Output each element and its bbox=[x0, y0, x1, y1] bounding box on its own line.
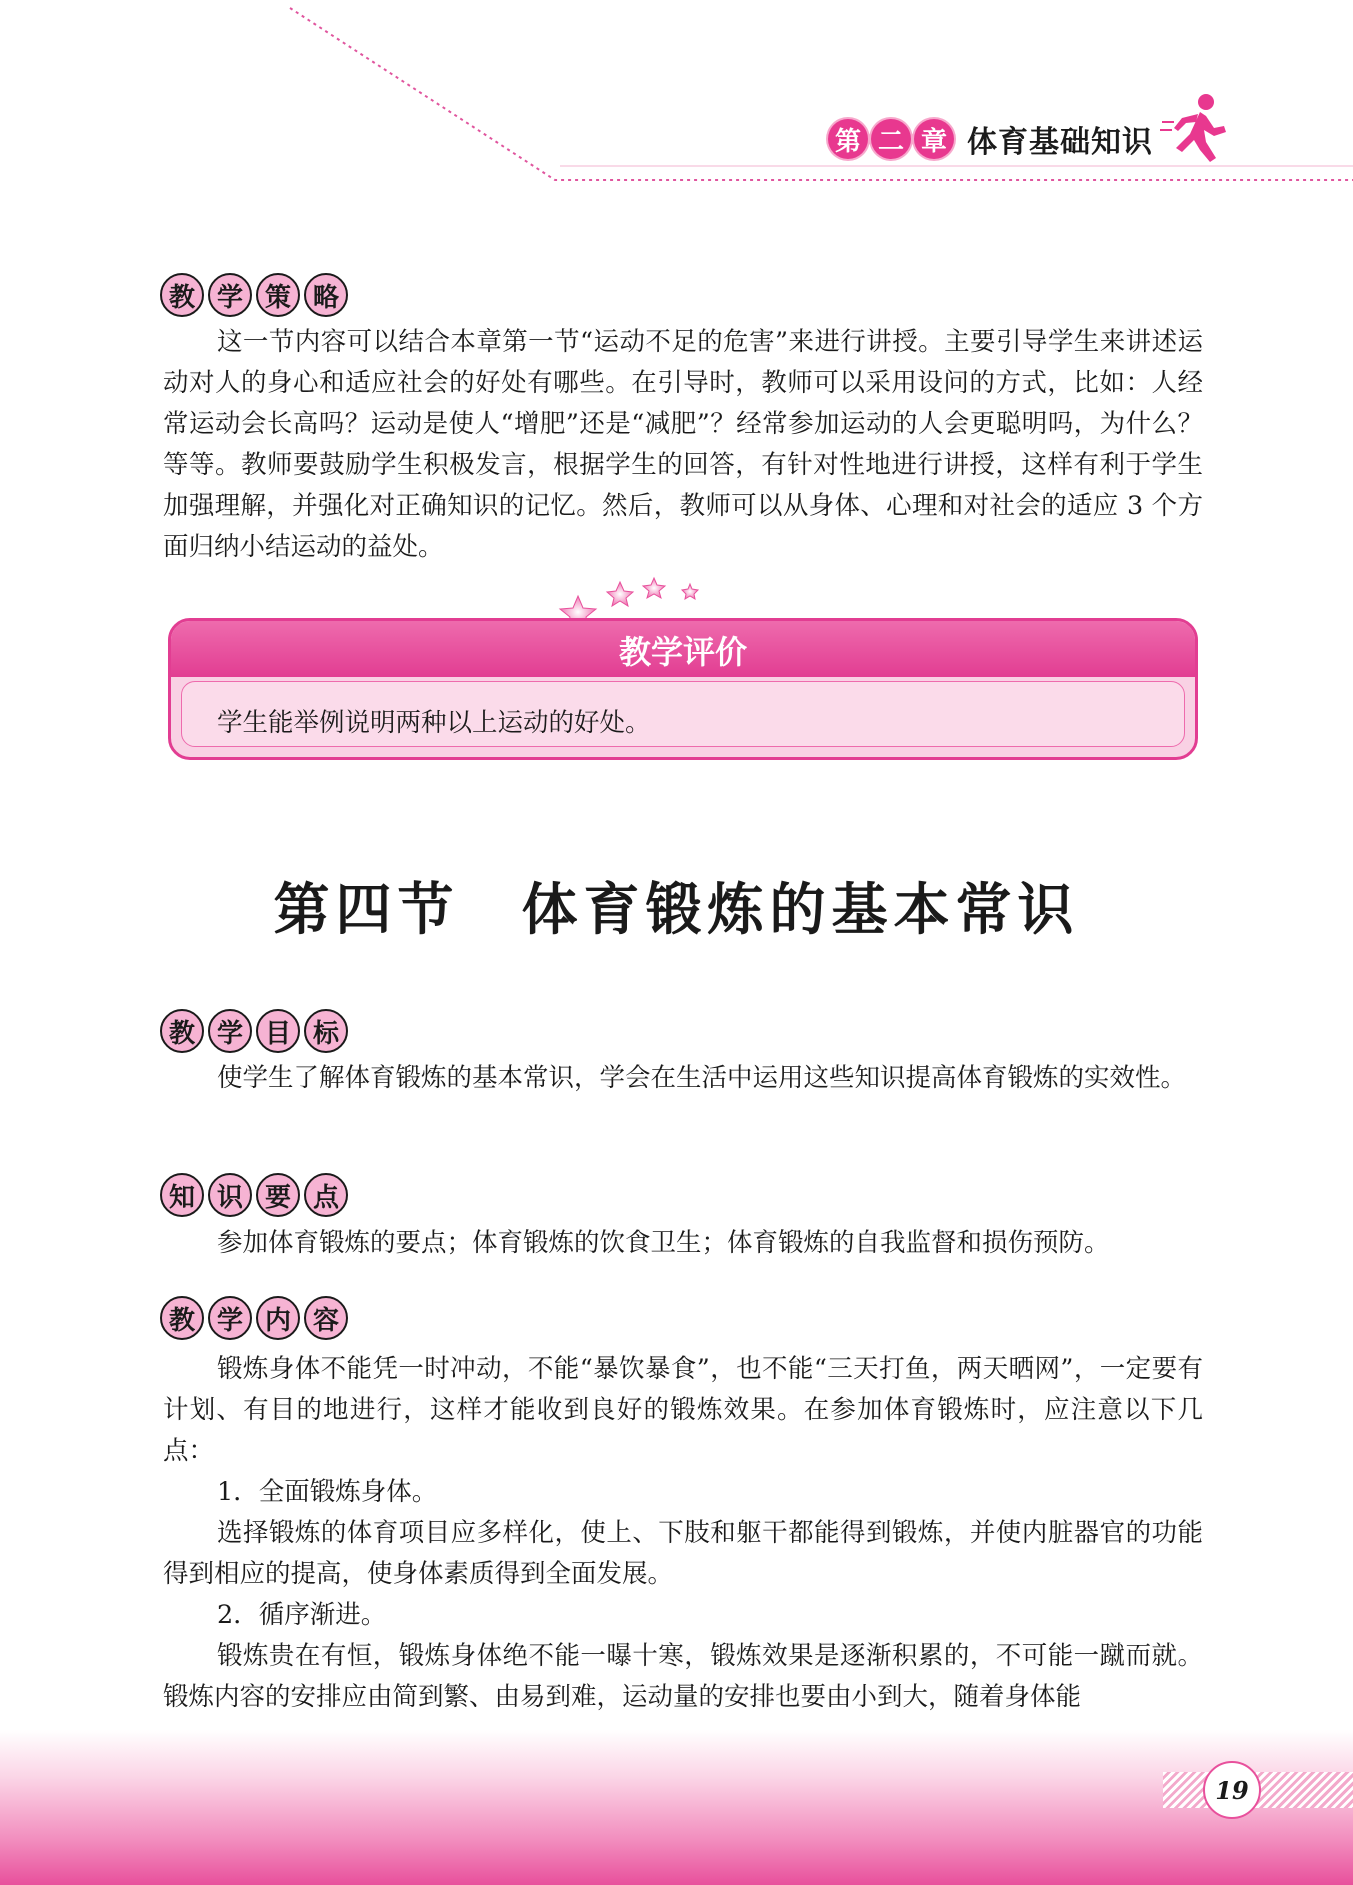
evaluation-title: 教学评价 bbox=[618, 633, 747, 671]
heading-char: 内 bbox=[256, 1296, 300, 1340]
page-number: 19 bbox=[1203, 1761, 1261, 1819]
heading-char: 标 bbox=[304, 1009, 348, 1053]
footer-band bbox=[0, 1730, 1353, 1885]
runner-icon bbox=[1160, 92, 1230, 164]
heading-char: 策 bbox=[256, 273, 300, 317]
heading-char: 教 bbox=[160, 1009, 204, 1053]
key-points-paragraph: 参加体育锻炼的要点；体育锻炼的饮食卫生；体育锻炼的自我监督和损伤预防。 bbox=[217, 1228, 1110, 1258]
evaluation-text: 学生能举例说明两种以上运动的好处。 bbox=[217, 708, 651, 738]
heading-char: 要 bbox=[256, 1173, 300, 1217]
chapter-char: 第 bbox=[828, 119, 868, 159]
heading-char: 学 bbox=[208, 1009, 252, 1053]
chapter-title: 体育基础知识 bbox=[967, 125, 1153, 160]
heading-char: 教 bbox=[160, 1296, 204, 1340]
heading-char: 知 bbox=[160, 1173, 204, 1217]
content-item2-text: 锻炼贵在有恒，锻炼身体绝不能一曝十寒，锻炼效果是逐渐积累的，不可能一蹴而就。锻炼内容的安排应由简到繁、由易到难，运动量的安排也要由小到大，随着身体能 bbox=[163, 1641, 1203, 1712]
chapter-char: 章 bbox=[914, 119, 954, 159]
content-intro-paragraph: 锻炼身体不能凭一时冲动，不能“暴饮暴食”，也不能“三天打鱼，两天晒网”，一定要有计划、有目的地进行，这样才能收到良好的锻炼效果。在参加体育锻炼时，应注意以下几点： bbox=[163, 1354, 1203, 1466]
content-item2-title: 2．循序渐进。 bbox=[217, 1600, 387, 1630]
heading-char: 教 bbox=[160, 273, 204, 317]
heading-teaching-goals bbox=[160, 1009, 352, 1053]
chapter-header bbox=[828, 117, 1153, 161]
chapter-char: 二 bbox=[871, 119, 911, 159]
heading-key-points bbox=[160, 1173, 352, 1217]
heading-char: 容 bbox=[304, 1296, 348, 1340]
content-item1-text: 选择锻炼的体育项目应多样化，使上、下肢和躯干都能得到锻炼，并使内脏器官的功能得到相应的提高，使身体素质得到全面发展。 bbox=[163, 1518, 1203, 1589]
heading-char: 点 bbox=[304, 1173, 348, 1217]
content-item1-title: 1．全面锻炼身体。 bbox=[217, 1477, 438, 1507]
heading-char: 学 bbox=[208, 1296, 252, 1340]
goals-paragraph: 使学生了解体育锻炼的基本常识，学会在生活中运用这些知识提高体育锻炼的实效性。 bbox=[217, 1063, 1187, 1093]
heading-char: 识 bbox=[208, 1173, 252, 1217]
heading-teaching-content bbox=[160, 1296, 352, 1340]
evaluation-box bbox=[168, 618, 1198, 760]
section-title: 第四节 体育锻炼的基本常识 bbox=[273, 877, 1080, 943]
heading-teaching-strategy bbox=[160, 273, 352, 317]
heading-char: 略 bbox=[304, 273, 348, 317]
header-dotted-line bbox=[0, 0, 1353, 200]
heading-char: 学 bbox=[208, 273, 252, 317]
strategy-paragraph: 这一节内容可以结合本章第一节“运动不足的危害”来进行讲授。主要引导学生来讲述运动对人的身心和适应社会的好处有哪些。在引导时，教师可以采用设问的方式，比如：人经常运动会长高吗？运动是使人“增肥”还是“减肥”？经常参加运动的人会更聪明吗，为什么？等等。教师要鼓励学生积极发言，根据学生的回答，有针对性地进行讲授，这样有利于学生加强理解，并强化对正确知识的记忆。然后，教师可以从身体、心理和对社会的适应 3 个方面归纳小结运动的益处。 bbox=[163, 327, 1203, 562]
heading-char: 目 bbox=[256, 1009, 300, 1053]
